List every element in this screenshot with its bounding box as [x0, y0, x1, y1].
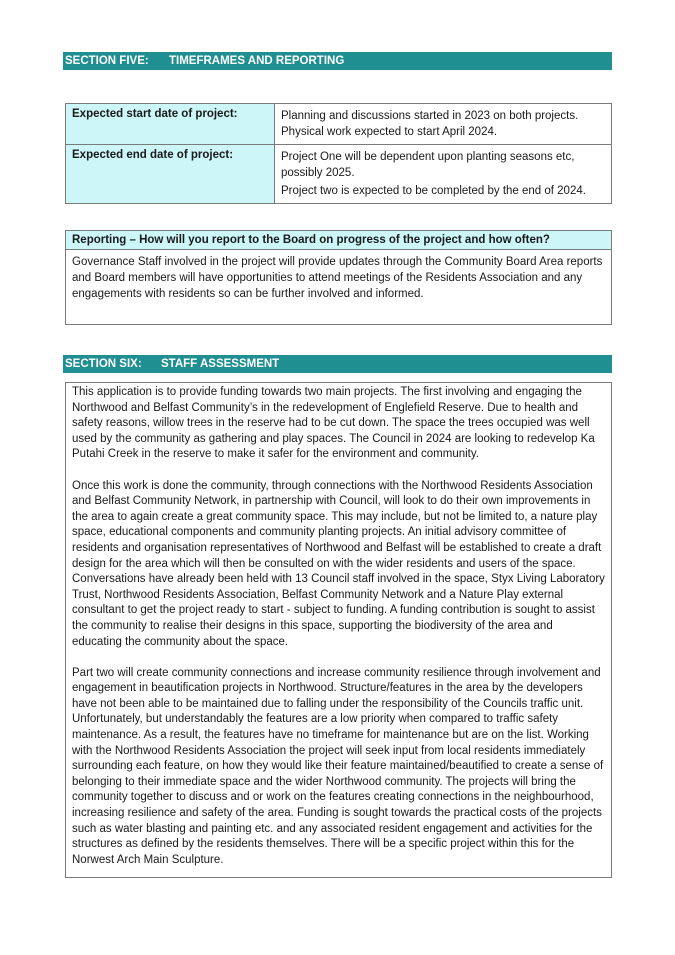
end-date-text-1: Project One will be dependent upon planting seasons etc, possibly 2025. [281, 151, 575, 179]
assessment-paragraph-2: Once this work is done the community, through connections with the Northwood Residents Association and Belfast Community Network, in partnership with Council, will look to do their own improvements in the area to again create a great community space. This may include, but not be limited to, a nature play space, educational components and community planting projects. An initial advisory committee of residents and organisation representatives of Northwood and Belfast will be established to create a draft design for the area which will then be consulted on with the wider residents and users of the space. Conversations have already been held with 13 Council staff involved in the space, Styx Living Laboratory Trust, Northwood Residents Association, Belfast Community Network and a Nature Play external consultant to get the project ready to start - subject to funding. A funding contribution is sought to assist the community to realise their designs in this space, supporting the biodiversity of the area and educating the community about the space. [72, 479, 605, 648]
section-six-header [63, 355, 612, 373]
timeframes-table [65, 103, 612, 204]
assessment-paragraph-1: This application is to provide funding towards two main projects. The first involving and engaging the Northwood and Belfast Community’s in the redevelopment of Englefield Reserve. Due to health and safety reasons, willow trees in the reserve had to be cut down. The space the trees occupied was well used by the community as gathering and play spaces. The Council in 2024 are looking to redevelop Ka Putahi Creek in the reserve to make it safer for the environment and community. [72, 386, 595, 461]
section-six-number: SECTION SIX: [65, 358, 142, 370]
reporting-box [65, 230, 612, 325]
section-five-header [63, 52, 612, 70]
staff-assessment-box [65, 382, 612, 878]
section-five-number: SECTION FIVE: [65, 55, 149, 67]
end-date-text-2: Project two is expected to be completed by the end of 2024. [281, 185, 586, 197]
start-date-row [66, 104, 611, 144]
end-date-value [275, 145, 611, 203]
assessment-paragraph-3: Part two will create community connections and increase community resilience through involvement and engagement in beautification projects in Northwood. Structure/features in the area by the developers have not been able to be maintained due to falling under the responsibility of the Councils traffic unit. Unfortunately, but understandably the features are a low priority when compared to traffic safety maintenance. As a result, the features have no timeframe for maintenance but are on the list. Working with the Northwood Residents Association the project will seek input from local residents immediately surrounding each feature, on how they would like their feature maintained/beautified to create a sense of belonging to their immediate space and the wider Northwood community. The projects will bring the community together to discuss and or work on the features creating connections in the neighbourhood, increasing resilience and safety of the area. Funding is sought towards the practical costs of the projects such as water blasting and painting etc. and any associated resident engagement and activities for the structures as defined by the residents themselves. There will be a specific project within this for the Norwest Arch Main Sculpture. [72, 666, 604, 866]
end-date-label: Expected end date of project: [66, 145, 275, 203]
start-date-label: Expected start date of project: [66, 104, 275, 144]
start-date-value [275, 104, 611, 144]
section-five-title: TIMEFRAMES AND REPORTING [169, 55, 345, 67]
start-date-text: Planning and discussions started in 2023 on both projects. Physical work expected to start April 2024. [281, 110, 579, 138]
reporting-question: Reporting – How will you report to the Board on progress of the project and how often? [66, 231, 611, 250]
section-six-title: STAFF ASSESSMENT [161, 358, 280, 370]
end-date-row [66, 144, 611, 203]
reporting-answer: Governance Staff involved in the project will provide updates through the Community Board Area reports and Board members will have opportunities to attend meetings of the Residents Association and any engagements with residents so can be further involved and informed. [72, 256, 603, 300]
